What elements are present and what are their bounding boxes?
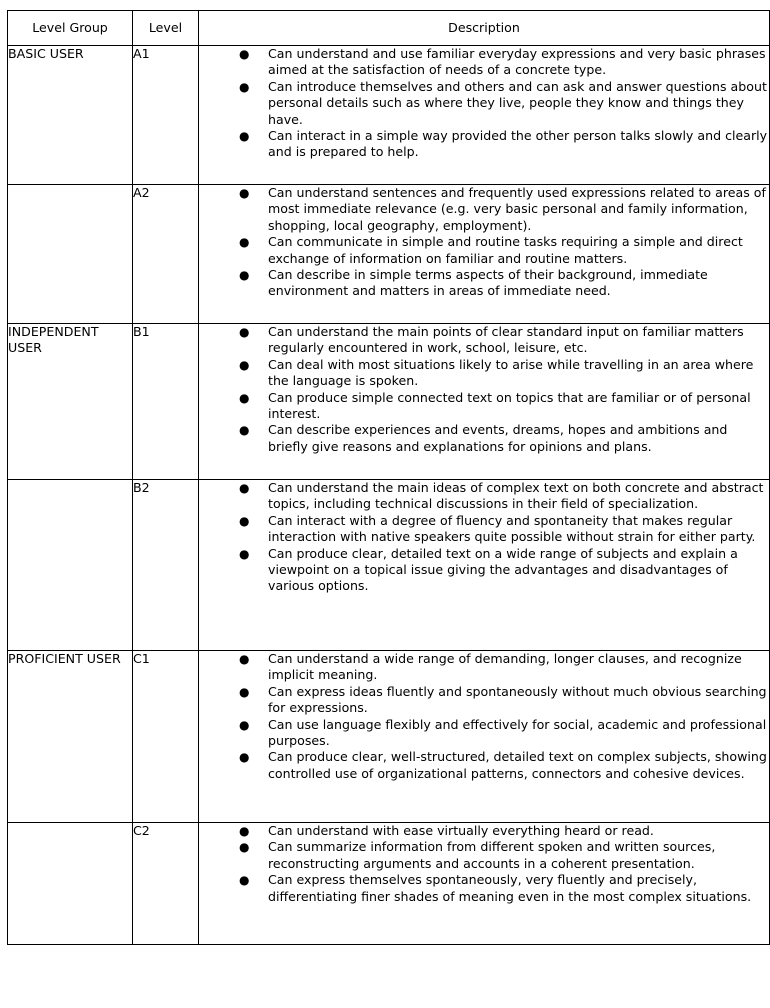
list-item <box>199 480 769 513</box>
list-item <box>199 357 769 390</box>
description-cell <box>199 324 770 480</box>
description-list <box>199 651 769 782</box>
list-item-text: Can understand with ease virtually everything heard or read. <box>268 823 654 838</box>
table-row <box>8 324 770 480</box>
list-item-text: Can deal with most situations likely to arise while travelling in an area where the language is spoken. <box>268 356 754 389</box>
bullet-icon: ● <box>239 684 250 699</box>
bullet-icon: ● <box>239 481 250 495</box>
header-description: Description <box>199 11 770 46</box>
level-group-cell: BASIC USER <box>8 46 133 185</box>
description-cell <box>199 651 770 823</box>
level-group-cell <box>8 185 133 324</box>
list-item-text: Can produce clear, detailed text on a wide range of subjects and explain a viewpoint on a topical issue giving the advantages and disadvantages of various options. <box>268 545 738 594</box>
bullet-icon: ● <box>239 840 250 855</box>
bullet-icon: ● <box>239 390 250 405</box>
bullet-icon: ● <box>239 235 250 250</box>
level-group-cell: INDEPENDENT USER <box>8 324 133 480</box>
list-item-text: Can interact with a degree of fluency and spontaneity that makes regular interaction with native speakers quite possible without strain for either party. <box>268 512 756 545</box>
header-level: Level <box>133 11 199 46</box>
list-item <box>199 823 769 839</box>
list-item-text: Can understand the main ideas of complex text on both concrete and abstract topics, including technical discussions in their field of specialization. <box>268 480 764 512</box>
list-item <box>199 872 769 905</box>
list-item <box>199 390 769 423</box>
bullet-icon: ● <box>239 873 250 888</box>
list-item <box>199 422 769 455</box>
bullet-icon: ● <box>239 79 250 94</box>
bullet-icon: ● <box>239 129 250 144</box>
list-item <box>199 79 769 128</box>
list-item-text: Can produce simple connected text on topics that are familiar or of personal interest. <box>268 389 751 422</box>
level-cell: C1 <box>133 651 199 823</box>
level-cell: A1 <box>133 46 199 185</box>
table-row <box>8 185 770 324</box>
table-header-row <box>8 11 770 46</box>
level-cell: A2 <box>133 185 199 324</box>
bullet-icon: ● <box>239 423 250 438</box>
list-item <box>199 749 769 782</box>
list-item-text: Can express themselves spontaneously, very fluently and precisely, differentiating finer shades of meaning even in the most complex situations. <box>268 872 752 904</box>
list-item-text: Can describe experiences and events, dreams, hopes and ambitions and briefly give reasons and explanations for opinions and plans. <box>268 422 728 454</box>
list-item <box>199 717 769 750</box>
list-item-text: Can express ideas fluently and spontaneously without much obvious searching for expressions. <box>268 683 767 716</box>
level-group-cell <box>8 480 133 651</box>
cefr-levels-table <box>7 10 770 945</box>
list-item <box>199 651 769 684</box>
bullet-icon: ● <box>239 824 250 838</box>
table-row <box>8 480 770 651</box>
level-cell: C2 <box>133 823 199 945</box>
list-item-text: Can interact in a simple way provided the other person talks slowly and clearly and is prepared to help. <box>268 128 768 160</box>
list-item-text: Can produce clear, well-structured, detailed text on complex subjects, showing controlled use of organizational patterns, connectors and cohesive devices. <box>268 749 767 781</box>
list-item-text: Can communicate in simple and routine tasks requiring a simple and direct exchange of information on familiar and routine matters. <box>268 234 743 266</box>
list-item-text: Can understand and use familiar everyday expressions and very basic phrases aimed at the satisfaction of needs of a concrete type. <box>268 46 766 78</box>
list-item-text: Can understand a wide range of demanding, longer clauses, and recognize implicit meaning. <box>268 651 742 683</box>
list-item <box>199 46 769 79</box>
bullet-icon: ● <box>239 357 250 372</box>
level-cell: B2 <box>133 480 199 651</box>
description-list <box>199 324 769 455</box>
list-item <box>199 234 769 267</box>
list-item <box>199 839 769 872</box>
table-row <box>8 46 770 185</box>
table-row <box>8 651 770 823</box>
list-item <box>199 513 769 546</box>
bullet-icon: ● <box>239 186 250 200</box>
description-cell <box>199 480 770 651</box>
bullet-icon: ● <box>239 750 250 765</box>
list-item <box>199 684 769 717</box>
bullet-icon: ● <box>239 325 250 339</box>
list-item-text: Can understand the main points of clear standard input on familiar matters regularly encountered in work, school, leisure, etc. <box>268 324 744 356</box>
description-cell <box>199 185 770 324</box>
list-item <box>199 546 769 595</box>
bullet-icon: ● <box>239 268 250 283</box>
description-list <box>199 46 769 161</box>
level-cell: B1 <box>133 324 199 480</box>
bullet-icon: ● <box>239 47 250 61</box>
list-item-text: Can introduce themselves and others and can ask and answer questions about personal details such as where they live, people they know and things they have. <box>268 78 767 127</box>
bullet-icon: ● <box>239 513 250 528</box>
list-item-text: Can summarize information from different spoken and written sources, reconstructing arguments and accounts in a coherent presentation. <box>268 839 716 871</box>
list-item-text: Can understand sentences and frequently used expressions related to areas of most immediate relevance (e.g. very basic personal and family information, shopping, local geography, employment). <box>268 185 766 233</box>
list-item-text: Can use language flexibly and effectively for social, academic and professional purposes. <box>268 716 767 749</box>
list-item <box>199 128 769 161</box>
list-item <box>199 185 769 234</box>
description-list <box>199 185 769 300</box>
description-cell <box>199 823 770 945</box>
level-group-cell <box>8 823 133 945</box>
description-list <box>199 480 769 595</box>
table-row <box>8 823 770 945</box>
list-item <box>199 324 769 357</box>
list-item-text: Can describe in simple terms aspects of their background, immediate environment and matters in areas of immediate need. <box>268 267 708 299</box>
header-level-group: Level Group <box>8 11 133 46</box>
bullet-icon: ● <box>239 652 250 666</box>
description-list <box>199 823 769 905</box>
level-group-cell: PROFICIENT USER <box>8 651 133 823</box>
bullet-icon: ● <box>239 717 250 732</box>
bullet-icon: ● <box>239 546 250 561</box>
list-item <box>199 267 769 300</box>
description-cell <box>199 46 770 185</box>
